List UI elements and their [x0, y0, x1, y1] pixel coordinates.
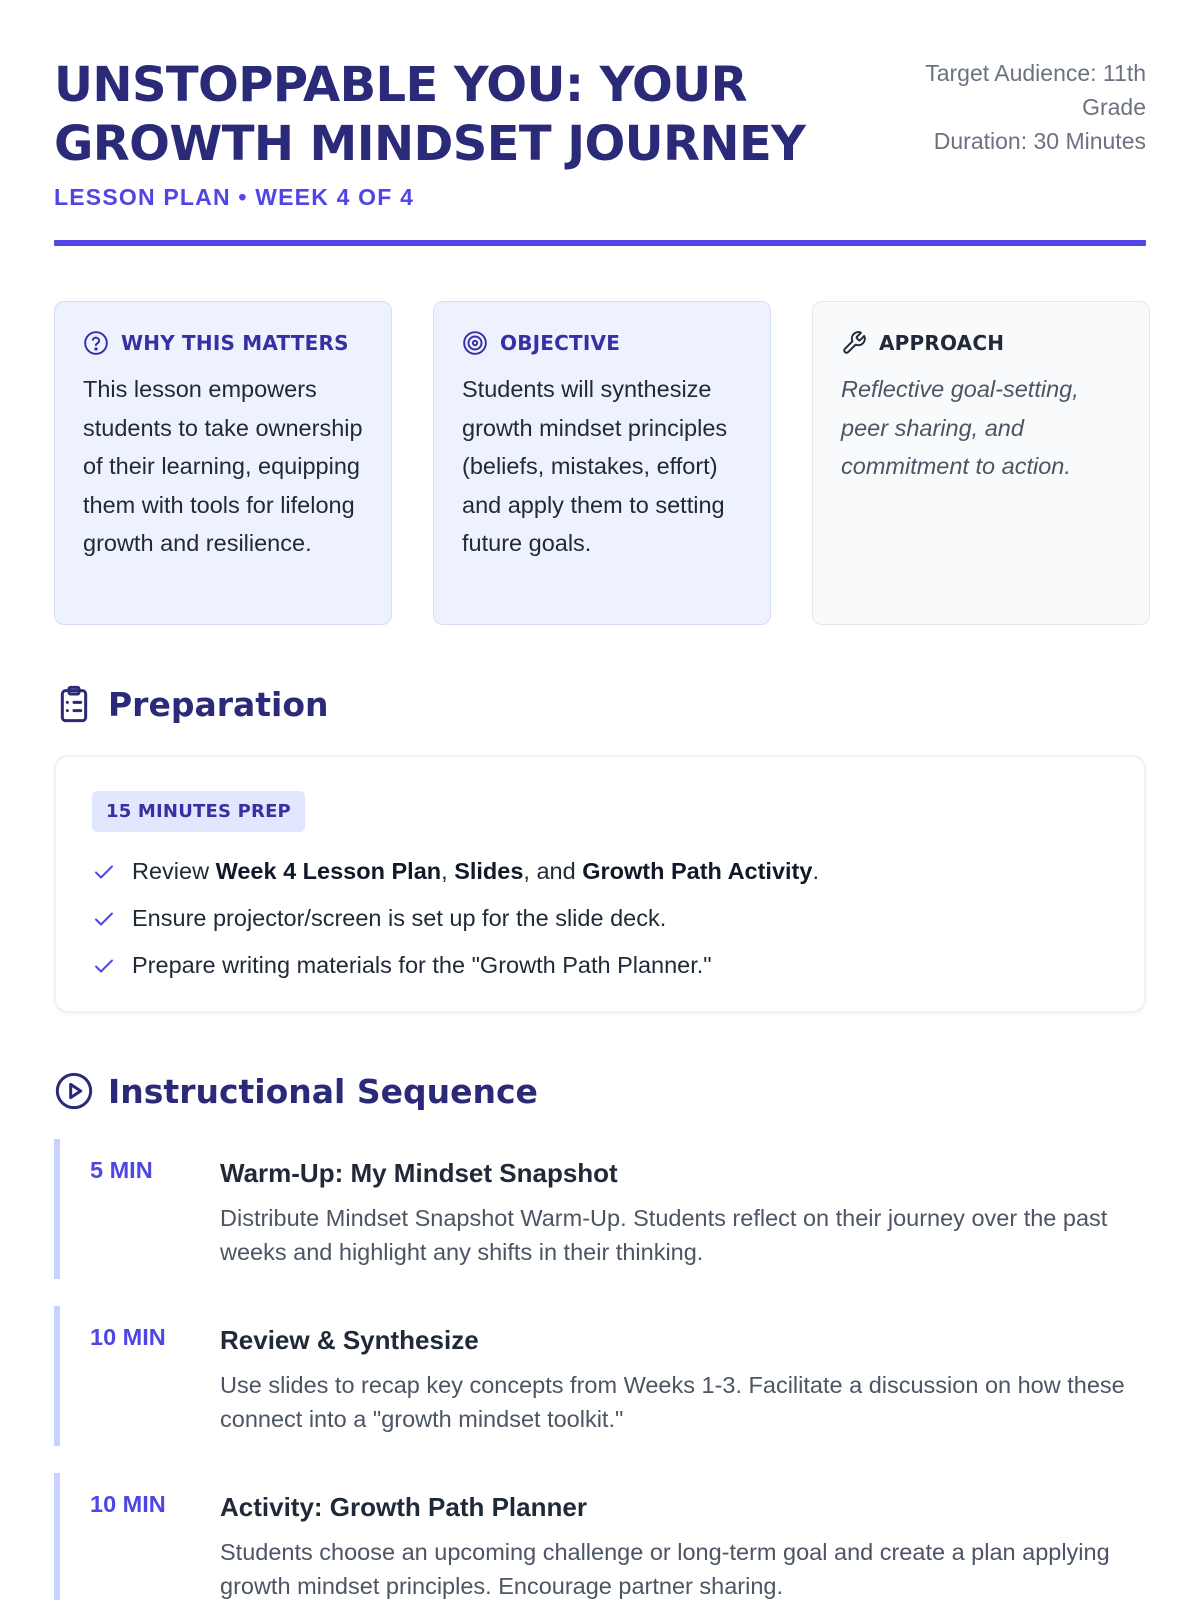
target-icon [462, 330, 488, 356]
prep-checklist [92, 848, 1108, 989]
wrench-icon [841, 330, 867, 356]
list-item-text: Review Week 4 Lesson Plan, Slides, and Growth Path Activity. [132, 858, 819, 884]
target-audience: Target Audience: 11th Grade [925, 60, 1146, 120]
step-title: Review & Synthesize [220, 1325, 479, 1355]
list-item [92, 848, 1108, 895]
card-title: APPROACH [879, 331, 1005, 355]
preparation-box [54, 755, 1146, 1013]
card-body: Reflective goal-setting, peer sharing, and commitment to action. [841, 376, 1079, 479]
step-description: Students choose an upcoming challenge or long-term goal and create a plan applying growth mindset principles. Encourage partner sharing. [220, 1539, 1110, 1599]
header-divider [54, 240, 1146, 246]
card-approach [812, 301, 1150, 625]
step-duration: 10 MIN [90, 1324, 166, 1350]
clipboard-icon [54, 684, 94, 724]
lesson-duration: Duration: 30 Minutes [933, 128, 1146, 154]
card-body: This lesson empowers students to take ownership of their learning, equipping them with tools for lifelong growth and resilience. [83, 376, 363, 556]
card-objective [433, 301, 771, 625]
step-title: Activity: Growth Path Planner [220, 1492, 587, 1522]
sequence-step [54, 1306, 1146, 1446]
card-title: OBJECTIVE [500, 331, 621, 355]
check-icon [92, 860, 116, 884]
section-title: Preparation [108, 684, 329, 724]
list-item-text: Prepare writing materials for the "Growth Path Planner." [132, 952, 712, 978]
card-why-this-matters [54, 301, 392, 625]
page-subtitle: LESSON PLAN • WEEK 4 OF 4 [54, 184, 415, 210]
card-title: WHY THIS MATTERS [121, 331, 349, 355]
page-header [54, 56, 1146, 211]
check-icon [92, 954, 116, 978]
card-body: Students will synthesize growth mindset principles (beliefs, mistakes, effort) and apply them to setting future goals. [462, 376, 728, 556]
lesson-meta [916, 56, 1146, 158]
sequence-step [54, 1473, 1146, 1600]
play-circle-icon [54, 1071, 94, 1111]
preparation-heading [54, 684, 329, 724]
sequence-step [54, 1139, 1146, 1279]
page-title: UNSTOPPABLE YOU: YOUR GROWTH MINDSET JOURNEY [54, 57, 806, 172]
step-description: Distribute Mindset Snapshot Warm-Up. Students reflect on their journey over the past weeks and highlight any shifts in their thinking. [220, 1205, 1108, 1265]
step-title: Warm-Up: My Mindset Snapshot [220, 1158, 618, 1188]
step-duration: 5 MIN [90, 1157, 153, 1183]
sequence-heading [54, 1071, 538, 1111]
check-icon [92, 907, 116, 931]
question-circle-icon [83, 330, 109, 356]
list-item [92, 942, 1108, 989]
step-duration: 10 MIN [90, 1491, 166, 1517]
step-description: Use slides to recap key concepts from Weeks 1-3. Facilitate a discussion on how these connect into a "growth mindset toolkit." [220, 1372, 1125, 1432]
list-item-text: Ensure projector/screen is set up for the slide deck. [132, 905, 667, 931]
list-item [92, 895, 1108, 942]
prep-time-badge: 15 MINUTES PREP [92, 791, 305, 832]
section-title: Instructional Sequence [108, 1071, 538, 1111]
